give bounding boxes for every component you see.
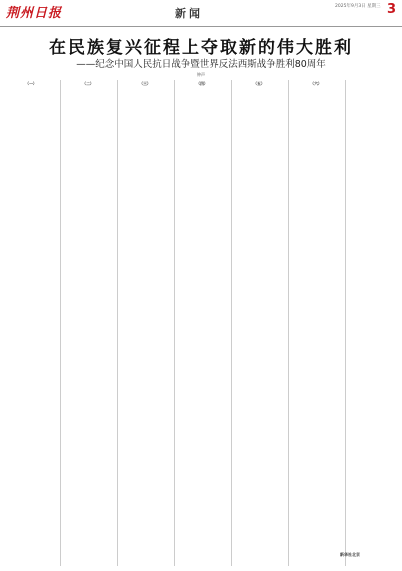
text-column	[232, 80, 286, 566]
text-column	[289, 80, 343, 566]
section-heading: （一）	[25, 81, 37, 86]
article-body	[4, 80, 398, 566]
text-column	[346, 80, 398, 566]
text-column	[175, 80, 229, 566]
section-label: 新闻	[175, 7, 203, 20]
text-column	[61, 80, 115, 566]
article-headline: 在民族复兴征程上夺取新的伟大胜利	[49, 38, 353, 58]
text-column	[118, 80, 172, 566]
newspaper-logo: 荆州日报	[6, 6, 63, 21]
article-byline: 钟声	[197, 72, 205, 77]
section-heading: （五）	[253, 81, 265, 86]
section-heading: （四）	[196, 81, 208, 86]
section-heading: （六）	[310, 81, 322, 86]
section-heading: （二）	[82, 81, 94, 86]
section-heading: （三）	[139, 81, 151, 86]
text-column	[4, 80, 58, 566]
masthead	[0, 0, 402, 27]
article-signature: 新华社北京	[340, 552, 360, 557]
article-subheadline: ——纪念中国人民抗日战争暨世界反法西斯战争胜利80周年	[76, 59, 326, 70]
issue-date: 2025年9月3日 星期三	[335, 4, 381, 9]
page-number: 3	[387, 2, 397, 17]
